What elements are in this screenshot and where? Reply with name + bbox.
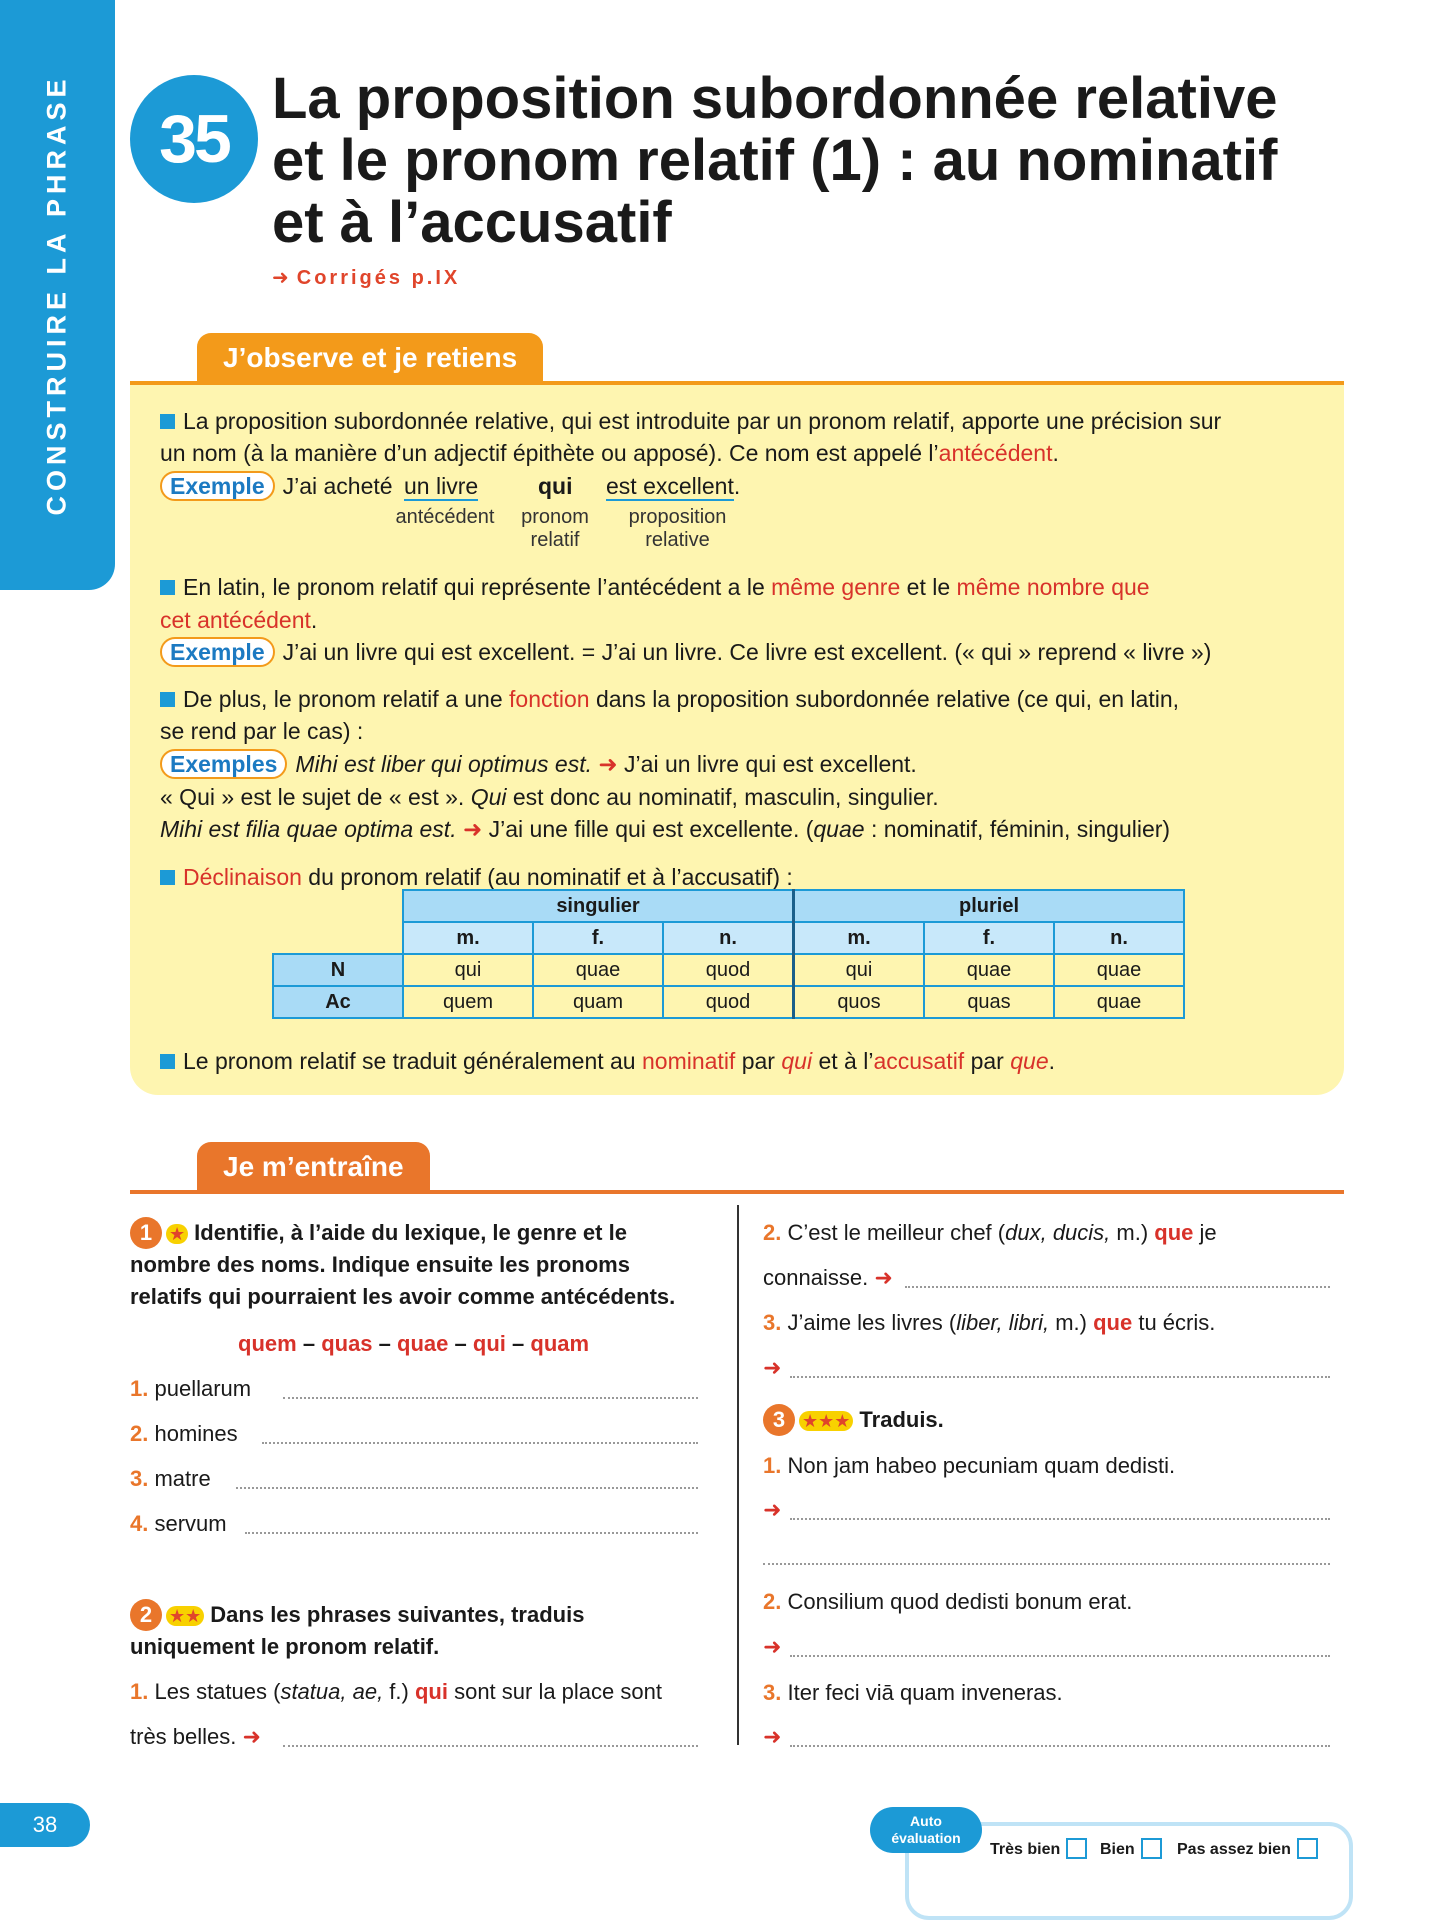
observe-heading: J’observe et je retiens [197,333,543,383]
exercise-1-item-2: 2. homines [130,1421,238,1446]
checkbox[interactable] [1297,1838,1318,1859]
caption-pronom: pronom relatif [521,506,589,551]
table-cell: qui [794,954,925,986]
example-1-antecedent: un livre [404,473,479,499]
answer-line[interactable] [262,1442,698,1444]
exercise-1-item-4: 4. servum [130,1511,227,1536]
table-cell: quae [533,954,663,986]
table-row [273,954,1184,986]
answer-line[interactable] [283,1397,698,1399]
exercise-2-line2: uniquement le pronom relatif. [130,1634,440,1659]
table-cell: quae [1054,986,1184,1018]
table-cell: quod [663,986,794,1018]
case-label: Ac [273,986,403,1018]
example-1: Exemple J’ai acheté [160,470,393,502]
observe-p1-line1: La proposition subordonnée relative, qui est introduite par un pronom relatif, apporte une précision sur [160,405,1221,437]
gender-header: f. [533,922,663,954]
table-row [273,890,1184,922]
answer-line[interactable] [245,1532,698,1534]
bullet-square-icon [160,414,175,429]
bullet-square-icon [160,692,175,707]
entraine-heading: Je m’entraîne [197,1142,430,1192]
arrow-right-icon: ➜ [763,1634,782,1659]
table-cell: quae [1054,954,1184,986]
observe-p2-line1: En latin, le pronom relatif qui représente l’antécédent a le même genre et le même nombre que [160,571,1150,603]
example-3-line3: Mihi est filia quae optima est. ➜ J’ai une fille qui est excellente. (quae : nominatif, féminin, singulier) [160,816,1171,842]
observe-p2-line2: cet antécédent. [160,607,318,633]
example-label: Exemple [160,471,275,501]
exercise-number: 3 [763,1404,795,1436]
table-cell: qui [403,954,533,986]
example-3-line2: « Qui » est le sujet de « est ». Qui est donc au nominatif, masculin, singulier. [160,784,939,810]
arrow-right-icon: ➜ [242,1724,261,1749]
exercise-1-line2: nombre des noms. Indique ensuite les pronoms [130,1252,630,1277]
arrow-right-icon: ➜ [462,816,483,842]
table-cell: quam [533,986,663,1018]
title-line-3: et à l’accusatif [272,190,672,255]
page-title [272,68,1392,254]
arrow-right-icon: ➜ [272,267,289,289]
exercise-3-heading: 3 ★★★ Traduis. [763,1404,944,1437]
exercise-1-item-1: 1. puellarum [130,1376,252,1401]
table-row [273,986,1184,1018]
observe-rule [130,381,1344,385]
arrow-right-icon: ➜ [763,1724,782,1749]
star-icon: ★★ [166,1606,204,1626]
table-cell: quos [794,986,925,1018]
answer-line[interactable] [790,1745,1330,1747]
star-icon: ★ [166,1224,188,1244]
observe-p3-line2: se rend par le cas) : [160,718,364,744]
case-label: N [273,954,403,986]
bullet-square-icon [160,1054,175,1069]
entraine-rule [130,1190,1344,1194]
example-3-line1: Exemples Mihi est liber qui optimus est. ➜ J’ai un livre qui est excellent. [160,748,917,780]
title-line-2: et le pronom relatif (1) : au nominatif [272,128,1278,193]
exercise-1-wordlist: quem – quas – quae – qui – quam [238,1331,590,1356]
exercise-2-item-1: 1. Les statues (statua, ae, f.) qui sont sur la place sont [130,1679,662,1704]
example-label: Exemples [160,749,287,779]
exercise-2-item-2: 2. C’est le meilleur chef (dux, ducis, m.) que je [763,1220,1217,1245]
bullet-square-icon [160,870,175,885]
corriges-label: Corrigés p.IX [296,267,461,289]
example-1-qui: qui [538,473,573,499]
eval-pas-assez-bien: Pas assez bien [1177,1838,1318,1859]
exercise-number: 1 [130,1217,162,1249]
arrow-right-icon: ➜ [598,751,618,777]
lesson-number: 35 [130,75,258,203]
table-cell: quas [924,986,1054,1018]
example-label: Exemple [160,637,275,667]
answer-line[interactable] [790,1518,1330,1520]
answer-line[interactable] [790,1655,1330,1657]
eval-bien: Bien [1100,1838,1162,1859]
example-2: Exemple J’ai un livre qui est excellent. = J’ai un livre. Ce livre est excellent. (« qui » reprend « livre ») [160,636,1211,668]
gender-header: n. [663,922,794,954]
arrow-right-icon: ➜ [763,1355,782,1380]
self-evaluation-label: Auto évaluation [870,1807,982,1853]
exercise-3-item-2: 2. Consilium quod dedisti bonum erat. [763,1589,1133,1614]
gender-header: f. [924,922,1054,954]
gender-header: m. [794,922,925,954]
exercise-2-item-1-line2: très belles. ➜ [130,1724,261,1749]
answer-line[interactable] [790,1376,1330,1378]
answer-line[interactable] [236,1487,698,1489]
arrow-right-icon: ➜ [763,1497,782,1522]
table-row [273,922,1184,954]
caption-proposition: proposition relative [628,506,727,551]
gender-header: m. [403,922,533,954]
checkbox[interactable] [1066,1838,1087,1859]
star-icon: ★★★ [799,1411,853,1431]
answer-line[interactable] [905,1286,1330,1288]
title-line-1: La proposition subordonnée relative [272,66,1278,131]
corriges-link[interactable] [272,265,460,290]
group-header: singulier [403,890,794,922]
exercise-1-line3: relatifs qui pourraient les avoir comme antécédents. [130,1284,676,1309]
exercise-number: 2 [130,1599,162,1631]
arrow-right-icon: ➜ [874,1265,893,1290]
exercise-2-item-2-line2: connaisse. ➜ [763,1265,893,1290]
side-tab-label: CONSTRUIRE LA PHRASE [41,74,72,516]
answer-line[interactable] [283,1745,698,1747]
table-cell: quem [403,986,533,1018]
exercise-1-item-3: 3. matre [130,1466,211,1491]
bullet-square-icon [160,580,175,595]
eval-tres-bien: Très bien [990,1838,1087,1859]
observe-p4: Déclinaison du pronom relatif (au nominatif et à l’accusatif) : [160,861,793,893]
exercise-2-item-3: 3. J’aime les livres (liber, libri, m.) que tu écris. [763,1310,1216,1335]
group-header: pluriel [794,890,1185,922]
example-1-proposition: est excellent. [606,473,741,499]
exercise-3-item-1: 1. Non jam habeo pecuniam quam dedisti. [763,1453,1176,1478]
column-divider [737,1205,739,1745]
checkbox[interactable] [1141,1838,1162,1859]
side-tab [0,0,115,590]
exercise-2-line1: 2 ★★ Dans les phrases suivantes, traduis [130,1599,584,1632]
gender-header: n. [1054,922,1184,954]
declension-table [272,889,1185,1019]
observe-p3-line1: De plus, le pronom relatif a une fonction dans la proposition subordonnée relative (ce qui, en latin, [160,683,1179,715]
observe-p1-line2: un nom (à la manière d’un adjectif épithète ou apposé). Ce nom est appelé l’antécédent. [160,440,1059,466]
table-cell: quae [924,954,1054,986]
table-cell: quod [663,954,794,986]
observe-p5: Le pronom relatif se traduit généralement au nominatif par qui et à l’accusatif par que. [160,1045,1055,1077]
caption-antecedent: antécédent [395,506,495,528]
page-number: 38 [0,1803,90,1847]
answer-line[interactable] [763,1563,1330,1565]
exercise-1-line1: 1 ★ Identifie, à l’aide du lexique, le genre et le [130,1217,627,1250]
exercise-3-item-3: 3. Iter feci viā quam inveneras. [763,1680,1063,1705]
